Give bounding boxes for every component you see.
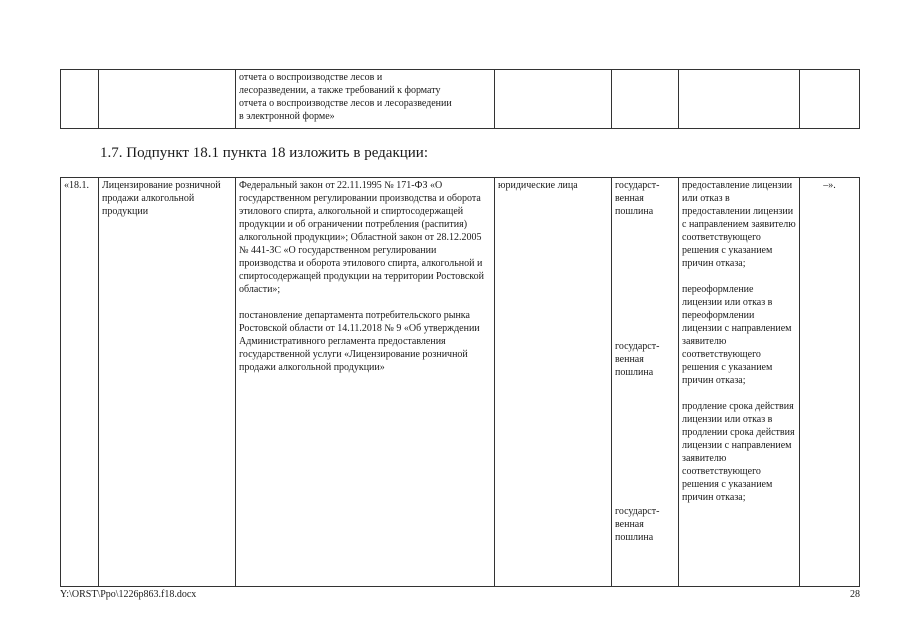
law-paragraph: Федеральный закон от 22.11.1995 № 171-ФЗ «О государственном регулировании производства и оборота этилового спирта, алкогольной и спиртосодержащей продукции и об ограничении потребления (распития) алкогольной продукции»; Областной закон от 28.12.2005 № 441-ЗС «О государственном регулировании производства и оборота этилового спирта, алкогольной и спиртосодержащей продукции на территории Ростовской области»; [239, 180, 485, 295]
cell-service-name: Лицензирование розничной продажи алкогольной продукции [99, 178, 236, 587]
cell-law [236, 178, 495, 587]
cell-last: –». [800, 178, 860, 587]
fee-entry: государст-венная пошлина [615, 341, 660, 378]
cell-fee [612, 178, 679, 587]
cell-law [236, 70, 495, 129]
continuation-table [60, 69, 860, 129]
law-text-line: в электронной форме» [239, 111, 335, 122]
law-text-line: лесоразведении, а также требований к формату [239, 85, 441, 96]
table-row [61, 178, 860, 587]
fee-entry: государст-венная пошлина [615, 506, 660, 543]
service-table [60, 177, 860, 587]
result-entry: переоформление лицензии или отказ в переоформлении лицензии с направлением заявителю соответствующего решения с указанием причин отказа; [682, 284, 792, 386]
result-entry: предоставление лицензии или отказ в предоставлении лицензии с направлением заявителю соответствующего решения с указанием причин отказа; [682, 180, 796, 269]
cell-fee [612, 70, 679, 129]
fee-entry: государст-венная пошлина [615, 180, 660, 217]
footer-file-path: Y:\ORST\Ppo\1226p863.f18.docx [60, 589, 197, 600]
law-paragraph: постановление департамента потребительского рынка Ростовской области от 14.11.2018 № 9 «Об утверждении Административного регламента предоставления государственной услуги «Лицензирование розничной продажи алкогольной продукции» [239, 310, 480, 373]
footer-page-number: 28 [850, 589, 860, 600]
section-heading: 1.7. Подпункт 18.1 пункта 18 изложить в редакции: [100, 145, 428, 161]
cell-last [800, 70, 860, 129]
cell-number [61, 70, 99, 129]
result-entry: продление срока действия лицензии или отказ в продлении срока действия лицензии с направлением заявителю соответствующего решения с указанием причин отказа; [682, 401, 795, 503]
cell-service [99, 70, 236, 129]
cell-result [679, 178, 800, 587]
cell-result [679, 70, 800, 129]
cell-applicant [495, 70, 612, 129]
cell-number: «18.1. [61, 178, 99, 587]
table-row [61, 70, 860, 129]
cell-applicant: юридические лица [495, 178, 612, 587]
law-text-line: отчета о воспроизводстве лесов и лесоразведении [239, 98, 452, 109]
law-text-line: отчета о воспроизводстве лесов и [239, 72, 383, 83]
